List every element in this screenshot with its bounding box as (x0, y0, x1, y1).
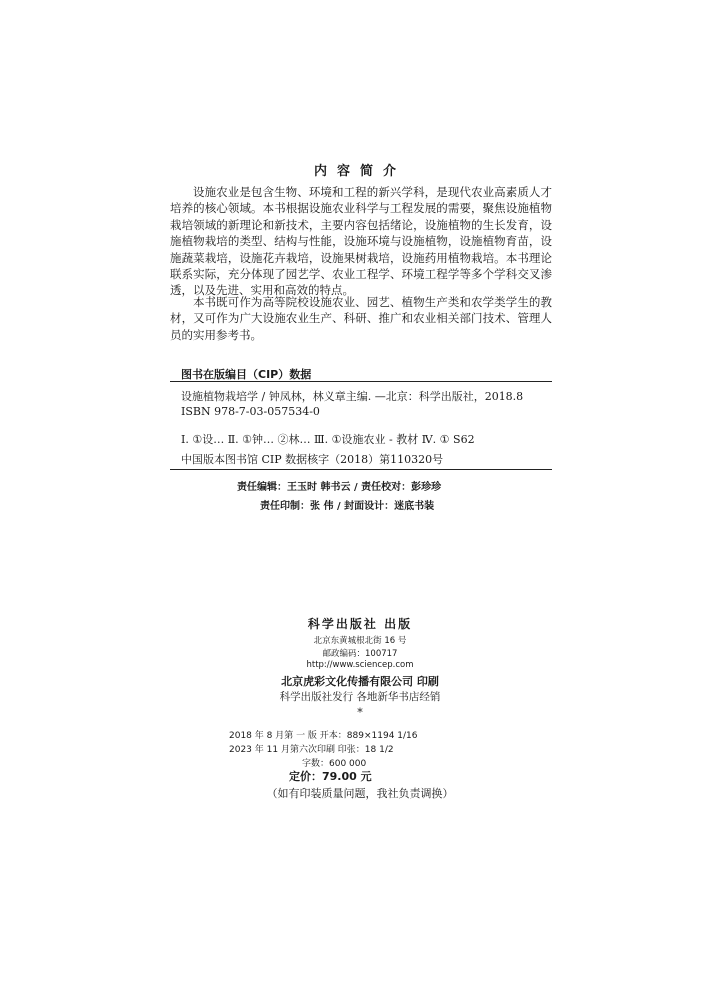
production-credits: 责任印制：张 伟 / 封面设计：迷底书装 (260, 501, 435, 512)
edition-info: 2018 年 8 月第 一 版 开本：889×1194 1/16 (229, 731, 418, 741)
cip-top-divider (170, 381, 552, 382)
cip-bottom-divider (170, 469, 552, 470)
word-count: 字数：600 000 (302, 759, 367, 769)
publisher-line: 科学出版社 出版 (307, 617, 413, 631)
separator-star: * (357, 706, 363, 719)
publisher-website: http://www.sciencep.com (306, 660, 414, 670)
publisher-address: 北京东黄城根北街 16 号 (313, 636, 407, 646)
summary-paragraph-1: 设施农业是包含生物、环境和工程的新兴学科，是现代农业高素质人才培养的核心领域。本书根据设施农业科学与工程发展的需要，聚焦设施植物栽培领域的新理论和新技术，主要内容包括绪论，设施植物的生长发育，设施植物栽培的类型、结构与性能，设施环境与设施植物，设施植物育苗，设施蔬菜栽培，设施花卉栽培，设施果树栽培，设施药用植物栽培。本书理论联系实际，充分体现了园艺学、农业工程学、环境工程学等多个学科交叉渗透，以及先进、实用和高效的特点。 (170, 185, 552, 298)
printer-line: 北京虎彩文化传播有限公司 印刷 (281, 675, 439, 688)
cip-classification: Ⅰ. ①设… Ⅱ. ①钟… ②林… Ⅲ. ①设施农业 - 教材 Ⅳ. ① S62 (181, 433, 475, 446)
distribution-line: 科学出版社发行 各地新华书店经销 (279, 691, 441, 703)
quality-notice: （如有印装质量问题，我社负责调换） (266, 787, 454, 800)
cip-title-line: 设施植物栽培学 / 钟凤林，林义章主编. —北京：科学出版社，2018.8 (181, 390, 524, 403)
publisher-postcode: 邮政编码：100717 (322, 649, 398, 659)
printing-info: 2023 年 11 月第六次印刷 印张：18 1/2 (229, 745, 394, 755)
cip-isbn: ISBN 978-7-03-057534-0 (181, 405, 320, 418)
summary-title: 内容简介 (313, 164, 406, 179)
cip-record-number: 中国版本图书馆 CIP 数据核字（2018）第110320号 (181, 453, 444, 466)
price: 定价：79.00 元 (289, 770, 372, 783)
cip-heading: 图书在版编目（CIP）数据 (181, 368, 312, 381)
summary-paragraph-2: 本书既可作为高等院校设施农业、园艺、植物生产类和农学类学生的教材，又可作为广大设施农业生产、科研、推广和农业相关部门技术、管理人员的实用参考书。 (170, 295, 552, 342)
editor-credits: 责任编辑：王玉时 韩书云 / 责任校对：彭珍珍 (237, 482, 442, 493)
